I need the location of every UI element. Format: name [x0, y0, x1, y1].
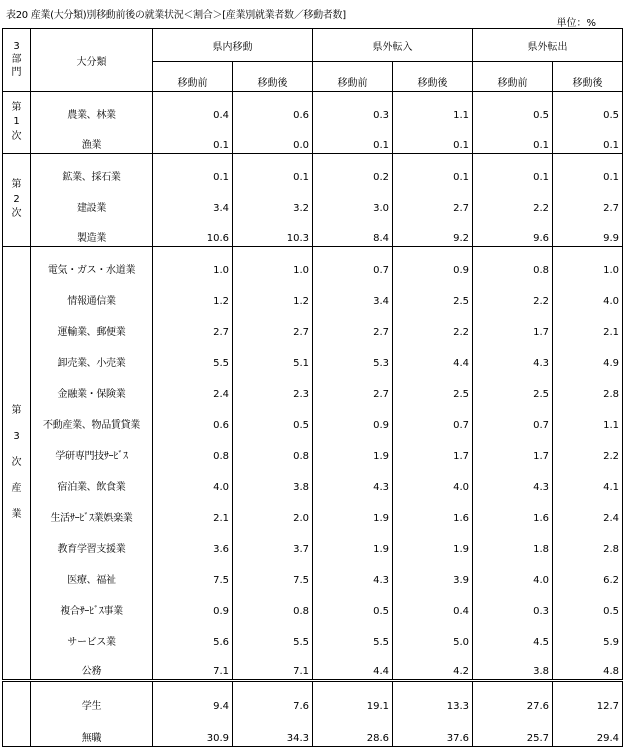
- value-cell: 0.9: [313, 402, 393, 433]
- header-group-intra: 県内移動: [153, 29, 313, 62]
- value-cell: 1.9: [313, 495, 393, 526]
- table-row: [3, 495, 623, 526]
- value-cell: 0.1: [153, 123, 233, 154]
- value-cell: 2.5: [473, 371, 553, 402]
- value-cell: 19.1: [313, 681, 393, 714]
- value-cell: 2.7: [393, 185, 473, 216]
- header-sector: 3部門: [3, 29, 31, 92]
- table-row: [3, 216, 623, 247]
- value-cell: 28.6: [313, 714, 393, 747]
- table-row: [3, 464, 623, 495]
- value-cell: 7.1: [153, 650, 233, 681]
- value-cell: 0.8: [153, 433, 233, 464]
- value-cell: 2.7: [313, 371, 393, 402]
- value-cell: 0.6: [153, 402, 233, 433]
- value-cell: 4.3: [473, 464, 553, 495]
- value-cell: 4.3: [473, 340, 553, 371]
- value-cell: 0.9: [153, 588, 233, 619]
- table-row: [3, 371, 623, 402]
- value-cell: 0.1: [473, 123, 553, 154]
- table-row: [3, 185, 623, 216]
- row-label: 学生: [31, 681, 153, 714]
- value-cell: 0.4: [153, 92, 233, 123]
- value-cell: 4.3: [313, 557, 393, 588]
- value-cell: 5.6: [153, 619, 233, 650]
- value-cell: 1.0: [553, 247, 623, 278]
- header-before: 移動前: [313, 62, 393, 92]
- row-label: サービス業: [31, 619, 153, 650]
- value-cell: 3.6: [153, 526, 233, 557]
- value-cell: 1.7: [393, 433, 473, 464]
- value-cell: 1.2: [233, 278, 313, 309]
- value-cell: 4.4: [313, 650, 393, 681]
- row-label: 教育学習支援業: [31, 526, 153, 557]
- header-group-outflow: 県外転出: [473, 29, 623, 62]
- row-label: 生活ｻｰﾋﾞｽ業娯楽業: [31, 495, 153, 526]
- header-before: 移動前: [153, 62, 233, 92]
- value-cell: 4.5: [473, 619, 553, 650]
- value-cell: 0.0: [233, 123, 313, 154]
- value-cell: 0.6: [233, 92, 313, 123]
- value-cell: 6.2: [553, 557, 623, 588]
- table-row: [3, 557, 623, 588]
- value-cell: 1.2: [153, 278, 233, 309]
- value-cell: 1.0: [153, 247, 233, 278]
- value-cell: 4.8: [553, 650, 623, 681]
- header-category: 大分類: [31, 29, 153, 92]
- value-cell: 0.5: [553, 588, 623, 619]
- value-cell: 10.3: [233, 216, 313, 247]
- table-row: [3, 433, 623, 464]
- value-cell: 0.2: [313, 154, 393, 185]
- value-cell: 2.7: [553, 185, 623, 216]
- header-after: 移動後: [553, 62, 623, 92]
- value-cell: 3.4: [313, 278, 393, 309]
- value-cell: 4.0: [393, 464, 473, 495]
- value-cell: 2.5: [393, 371, 473, 402]
- value-cell: 25.7: [473, 714, 553, 747]
- value-cell: 13.3: [393, 681, 473, 714]
- sector-primary: 第1次: [3, 92, 31, 154]
- value-cell: 2.2: [553, 433, 623, 464]
- row-label: 無職: [31, 714, 153, 747]
- value-cell: 0.1: [393, 123, 473, 154]
- value-cell: 7.6: [233, 681, 313, 714]
- value-cell: 3.0: [313, 185, 393, 216]
- row-label: 漁業: [31, 123, 153, 154]
- value-cell: 5.5: [313, 619, 393, 650]
- value-cell: 2.2: [473, 185, 553, 216]
- value-cell: 4.0: [553, 278, 623, 309]
- value-cell: 0.5: [473, 92, 553, 123]
- table-row: [3, 154, 623, 185]
- row-label: 建設業: [31, 185, 153, 216]
- value-cell: 0.1: [153, 154, 233, 185]
- value-cell: 4.4: [393, 340, 473, 371]
- table-row: [3, 681, 623, 714]
- value-cell: 7.1: [233, 650, 313, 681]
- table-row: [3, 402, 623, 433]
- value-cell: 0.1: [233, 154, 313, 185]
- table-row: [3, 123, 623, 154]
- value-cell: 37.6: [393, 714, 473, 747]
- value-cell: 2.8: [553, 371, 623, 402]
- value-cell: 1.7: [473, 309, 553, 340]
- value-cell: 0.3: [473, 588, 553, 619]
- value-cell: 5.1: [233, 340, 313, 371]
- table-title: 表20 産業(大分類)別移動前後の就業状況＜割合＞[産業別就業者数／移動者数]: [6, 10, 346, 21]
- header-before: 移動前: [473, 62, 553, 92]
- value-cell: 0.8: [233, 433, 313, 464]
- value-cell: 0.8: [233, 588, 313, 619]
- value-cell: 0.1: [553, 154, 623, 185]
- row-label: 製造業: [31, 216, 153, 247]
- value-cell: 2.2: [473, 278, 553, 309]
- value-cell: 0.5: [313, 588, 393, 619]
- value-cell: 3.2: [233, 185, 313, 216]
- row-label: 医療、福祉: [31, 557, 153, 588]
- value-cell: 1.1: [393, 92, 473, 123]
- value-cell: 0.1: [393, 154, 473, 185]
- value-cell: 27.6: [473, 681, 553, 714]
- value-cell: 2.7: [313, 309, 393, 340]
- value-cell: 2.5: [393, 278, 473, 309]
- value-cell: 2.4: [153, 371, 233, 402]
- row-label: 不動産業、物品賃貸業: [31, 402, 153, 433]
- table-row: [3, 247, 623, 278]
- value-cell: 8.4: [313, 216, 393, 247]
- value-cell: 3.7: [233, 526, 313, 557]
- header-after: 移動後: [233, 62, 313, 92]
- value-cell: 9.6: [473, 216, 553, 247]
- row-label: 卸売業、小売業: [31, 340, 153, 371]
- value-cell: 0.1: [473, 154, 553, 185]
- value-cell: 5.3: [313, 340, 393, 371]
- unit-label: 単位：%: [556, 18, 596, 29]
- value-cell: 0.3: [313, 92, 393, 123]
- table-row: [3, 278, 623, 309]
- value-cell: 5.9: [553, 619, 623, 650]
- value-cell: 10.6: [153, 216, 233, 247]
- table-row: [3, 309, 623, 340]
- row-label: 学研専門技ｻｰﾋﾞｽ: [31, 433, 153, 464]
- value-cell: 1.0: [233, 247, 313, 278]
- value-cell: 3.8: [473, 650, 553, 681]
- value-cell: 4.2: [393, 650, 473, 681]
- row-label: 公務: [31, 650, 153, 681]
- value-cell: 0.7: [473, 402, 553, 433]
- value-cell: 4.0: [153, 464, 233, 495]
- value-cell: 2.0: [233, 495, 313, 526]
- value-cell: 2.7: [233, 309, 313, 340]
- value-cell: 9.9: [553, 216, 623, 247]
- value-cell: 3.9: [393, 557, 473, 588]
- value-cell: 2.1: [553, 309, 623, 340]
- value-cell: 7.5: [233, 557, 313, 588]
- value-cell: 1.8: [473, 526, 553, 557]
- value-cell: 7.5: [153, 557, 233, 588]
- value-cell: 0.1: [553, 123, 623, 154]
- value-cell: 4.0: [473, 557, 553, 588]
- value-cell: 0.8: [473, 247, 553, 278]
- row-label: 宿泊業、飲食業: [31, 464, 153, 495]
- value-cell: 2.7: [153, 309, 233, 340]
- value-cell: 2.2: [393, 309, 473, 340]
- header-group-inflow: 県外転入: [313, 29, 473, 62]
- value-cell: 1.9: [393, 526, 473, 557]
- employment-table: [2, 28, 623, 747]
- table-row: [3, 650, 623, 681]
- row-label: 複合ｻｰﾋﾞｽ事業: [31, 588, 153, 619]
- table-row: [3, 619, 623, 650]
- sector-secondary: 第2次: [3, 154, 31, 247]
- row-label: 農業、林業: [31, 92, 153, 123]
- value-cell: 34.3: [233, 714, 313, 747]
- row-label: 情報通信業: [31, 278, 153, 309]
- sector-other: [3, 681, 31, 747]
- value-cell: 0.5: [553, 92, 623, 123]
- table-row: [3, 92, 623, 123]
- value-cell: 1.6: [473, 495, 553, 526]
- row-label: 運輸業、郵便業: [31, 309, 153, 340]
- row-label: 鉱業、採石業: [31, 154, 153, 185]
- value-cell: 4.3: [313, 464, 393, 495]
- value-cell: 4.1: [553, 464, 623, 495]
- value-cell: 0.5: [233, 402, 313, 433]
- value-cell: 0.1: [313, 123, 393, 154]
- value-cell: 1.6: [393, 495, 473, 526]
- value-cell: 9.4: [153, 681, 233, 714]
- value-cell: 0.7: [313, 247, 393, 278]
- value-cell: 0.7: [393, 402, 473, 433]
- value-cell: 2.3: [233, 371, 313, 402]
- table-row: [3, 714, 623, 747]
- value-cell: 1.7: [473, 433, 553, 464]
- table-row: [3, 340, 623, 371]
- value-cell: 2.8: [553, 526, 623, 557]
- value-cell: 5.5: [233, 619, 313, 650]
- value-cell: 4.9: [553, 340, 623, 371]
- value-cell: 12.7: [553, 681, 623, 714]
- value-cell: 0.9: [393, 247, 473, 278]
- value-cell: 2.1: [153, 495, 233, 526]
- value-cell: 2.4: [553, 495, 623, 526]
- value-cell: 3.4: [153, 185, 233, 216]
- row-label: 電気・ガス・水道業: [31, 247, 153, 278]
- sector-tertiary: 第3次産業: [3, 247, 31, 681]
- value-cell: 30.9: [153, 714, 233, 747]
- header-after: 移動後: [393, 62, 473, 92]
- table-row: [3, 526, 623, 557]
- value-cell: 9.2: [393, 216, 473, 247]
- value-cell: 5.5: [153, 340, 233, 371]
- value-cell: 0.4: [393, 588, 473, 619]
- table-row: [3, 588, 623, 619]
- value-cell: 5.0: [393, 619, 473, 650]
- value-cell: 1.9: [313, 433, 393, 464]
- value-cell: 1.1: [553, 402, 623, 433]
- row-label: 金融業・保険業: [31, 371, 153, 402]
- value-cell: 3.8: [233, 464, 313, 495]
- value-cell: 29.4: [553, 714, 623, 747]
- value-cell: 1.9: [313, 526, 393, 557]
